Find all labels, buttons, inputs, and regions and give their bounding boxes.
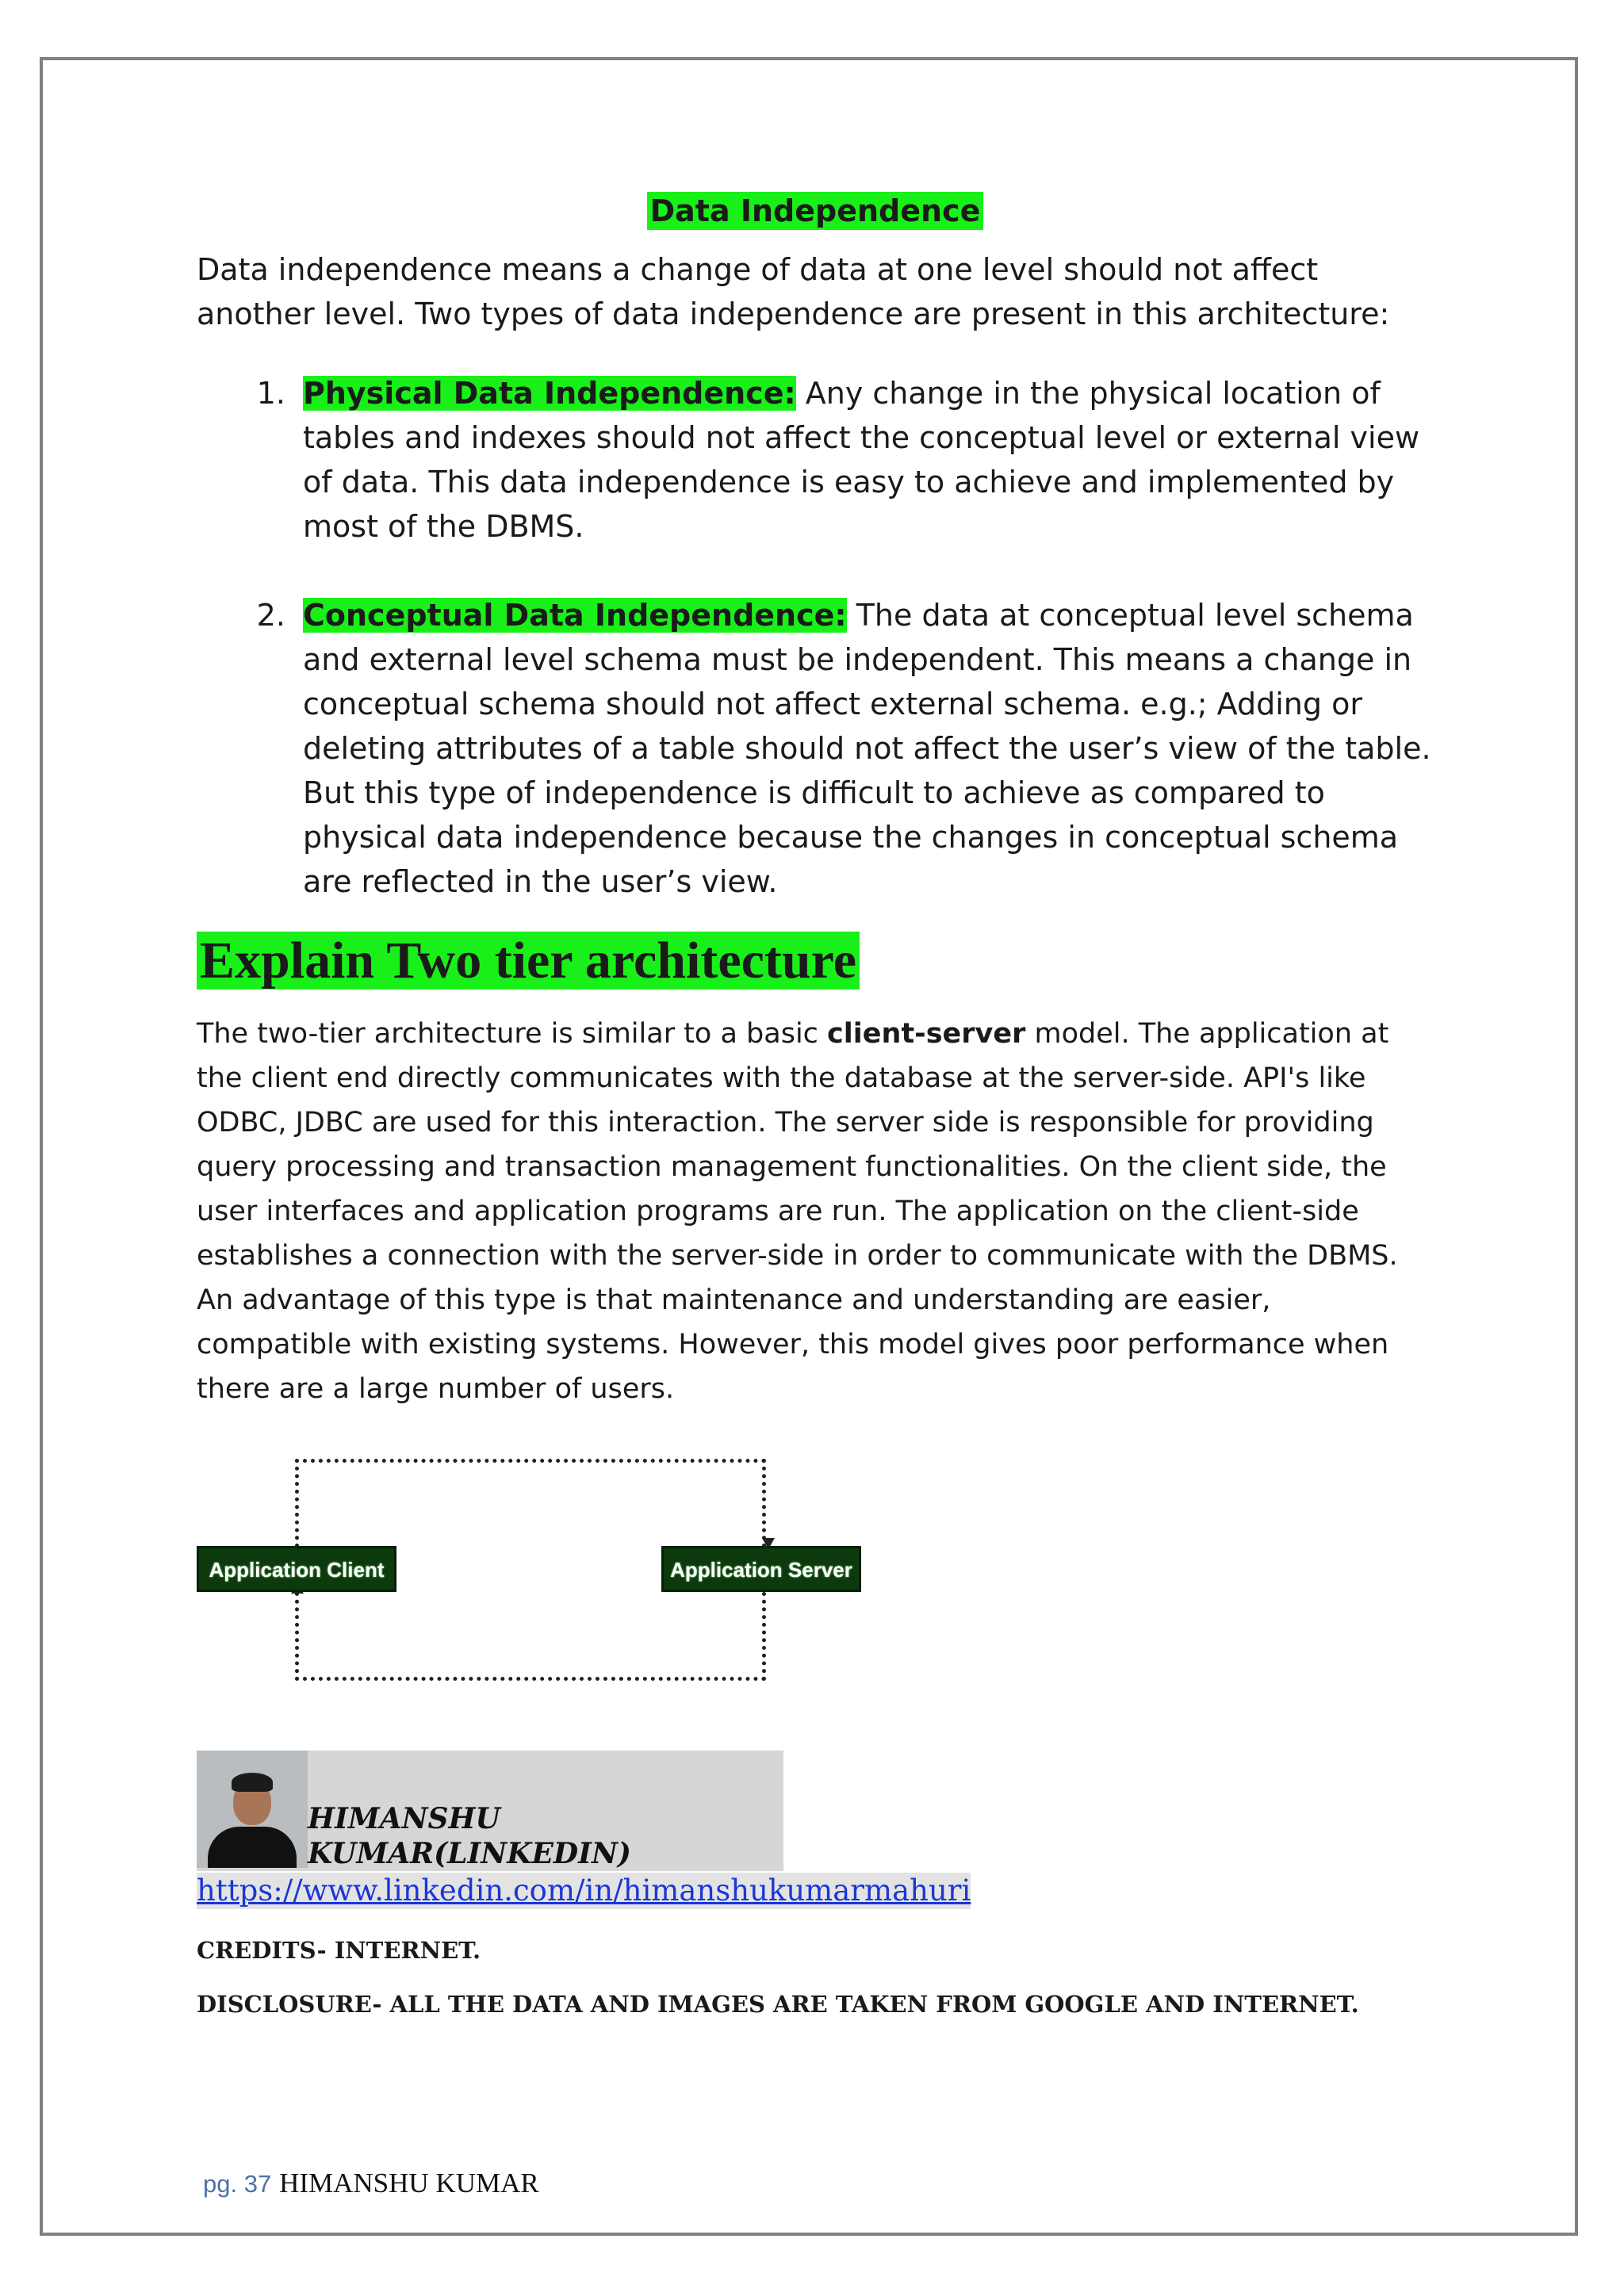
- list-item-term: Conceptual Data Independence:: [303, 598, 847, 633]
- paragraph-bold-term: client-server: [827, 1018, 1026, 1050]
- list-item: [295, 593, 1434, 904]
- page-number: pg. 37: [203, 2170, 272, 2198]
- linkedin-link[interactable]: https://www.linkedin.com/in/himanshukumarmahuri: [197, 1873, 971, 1908]
- avatar: [197, 1751, 308, 1868]
- list-item: [295, 371, 1434, 549]
- footer-author: HIMANSHU KUMAR: [279, 2168, 539, 2198]
- credits-text: CREDITS- INTERNET.: [197, 1937, 481, 1964]
- list-item-text: Any change in the physical location of tables and indexes should not affect the conceptual level or external view of data. This data independence is easy to achieve and implemented by most of the DBMS.: [303, 376, 1420, 544]
- list-item-term: Physical Data Independence:: [303, 376, 796, 411]
- application-client-node: Application Client: [197, 1546, 396, 1592]
- two-tier-paragraph: [197, 1012, 1434, 1278]
- two-tier-diagram: [197, 1459, 894, 1720]
- application-server-node: Application Server: [661, 1546, 861, 1592]
- section-title: [197, 190, 1434, 232]
- request-path: [295, 1459, 766, 1548]
- response-path: [295, 1592, 766, 1681]
- section-title-text: Data Independence: [647, 192, 984, 230]
- list-item-text: The data at conceptual level schema and external level schema must be independent. This means a change in conceptual schema should not affect external schema. e.g.; Adding or deleting attributes of a table should not affect the user’s view of the table. But this type of independence is difficult to achieve as compared to physical data independence because the changes in conceptual schema are reflected in the user’s view.: [303, 598, 1431, 899]
- section-intro: Data independence means a change of data at one level should not affect another level. Two types of data independence are present in this architecture:: [197, 252, 1390, 331]
- linkedin-link-row: [197, 1873, 971, 1909]
- two-tier-advantage-paragraph: An advantage of this type is that maintenance and understanding are easier, compatible with existing systems. However, this model gives poor performance when there are a large number of users.: [197, 1284, 1389, 1405]
- author-name: HIMANSHU KUMAR(LINKEDIN): [308, 1802, 631, 1870]
- disclosure-text: DISCLOSURE- ALL THE DATA AND IMAGES ARE TAKEN FROM GOOGLE AND INTERNET.: [197, 1991, 1359, 2018]
- document-body: [197, 190, 1434, 2020]
- independence-list: [197, 371, 1434, 904]
- two-tier-heading-text: Explain Two tier architecture: [197, 932, 860, 989]
- paragraph-text: model. The application at the client end directly communicates with the database at the server-side. API's like ODBC, JDBC are used for this interaction. The server side is responsible for providing query processing and transaction management functionalities. On the client side, the user interfaces and application programs are run. The application on the client-side establishes a connection with the server-side in order to communicate with the DBMS.: [197, 1018, 1398, 1272]
- author-card: [197, 1751, 783, 1871]
- two-tier-heading: [197, 928, 860, 994]
- paragraph-text: The two-tier architecture is similar to a basic: [197, 1018, 828, 1050]
- page-footer: [203, 2168, 539, 2200]
